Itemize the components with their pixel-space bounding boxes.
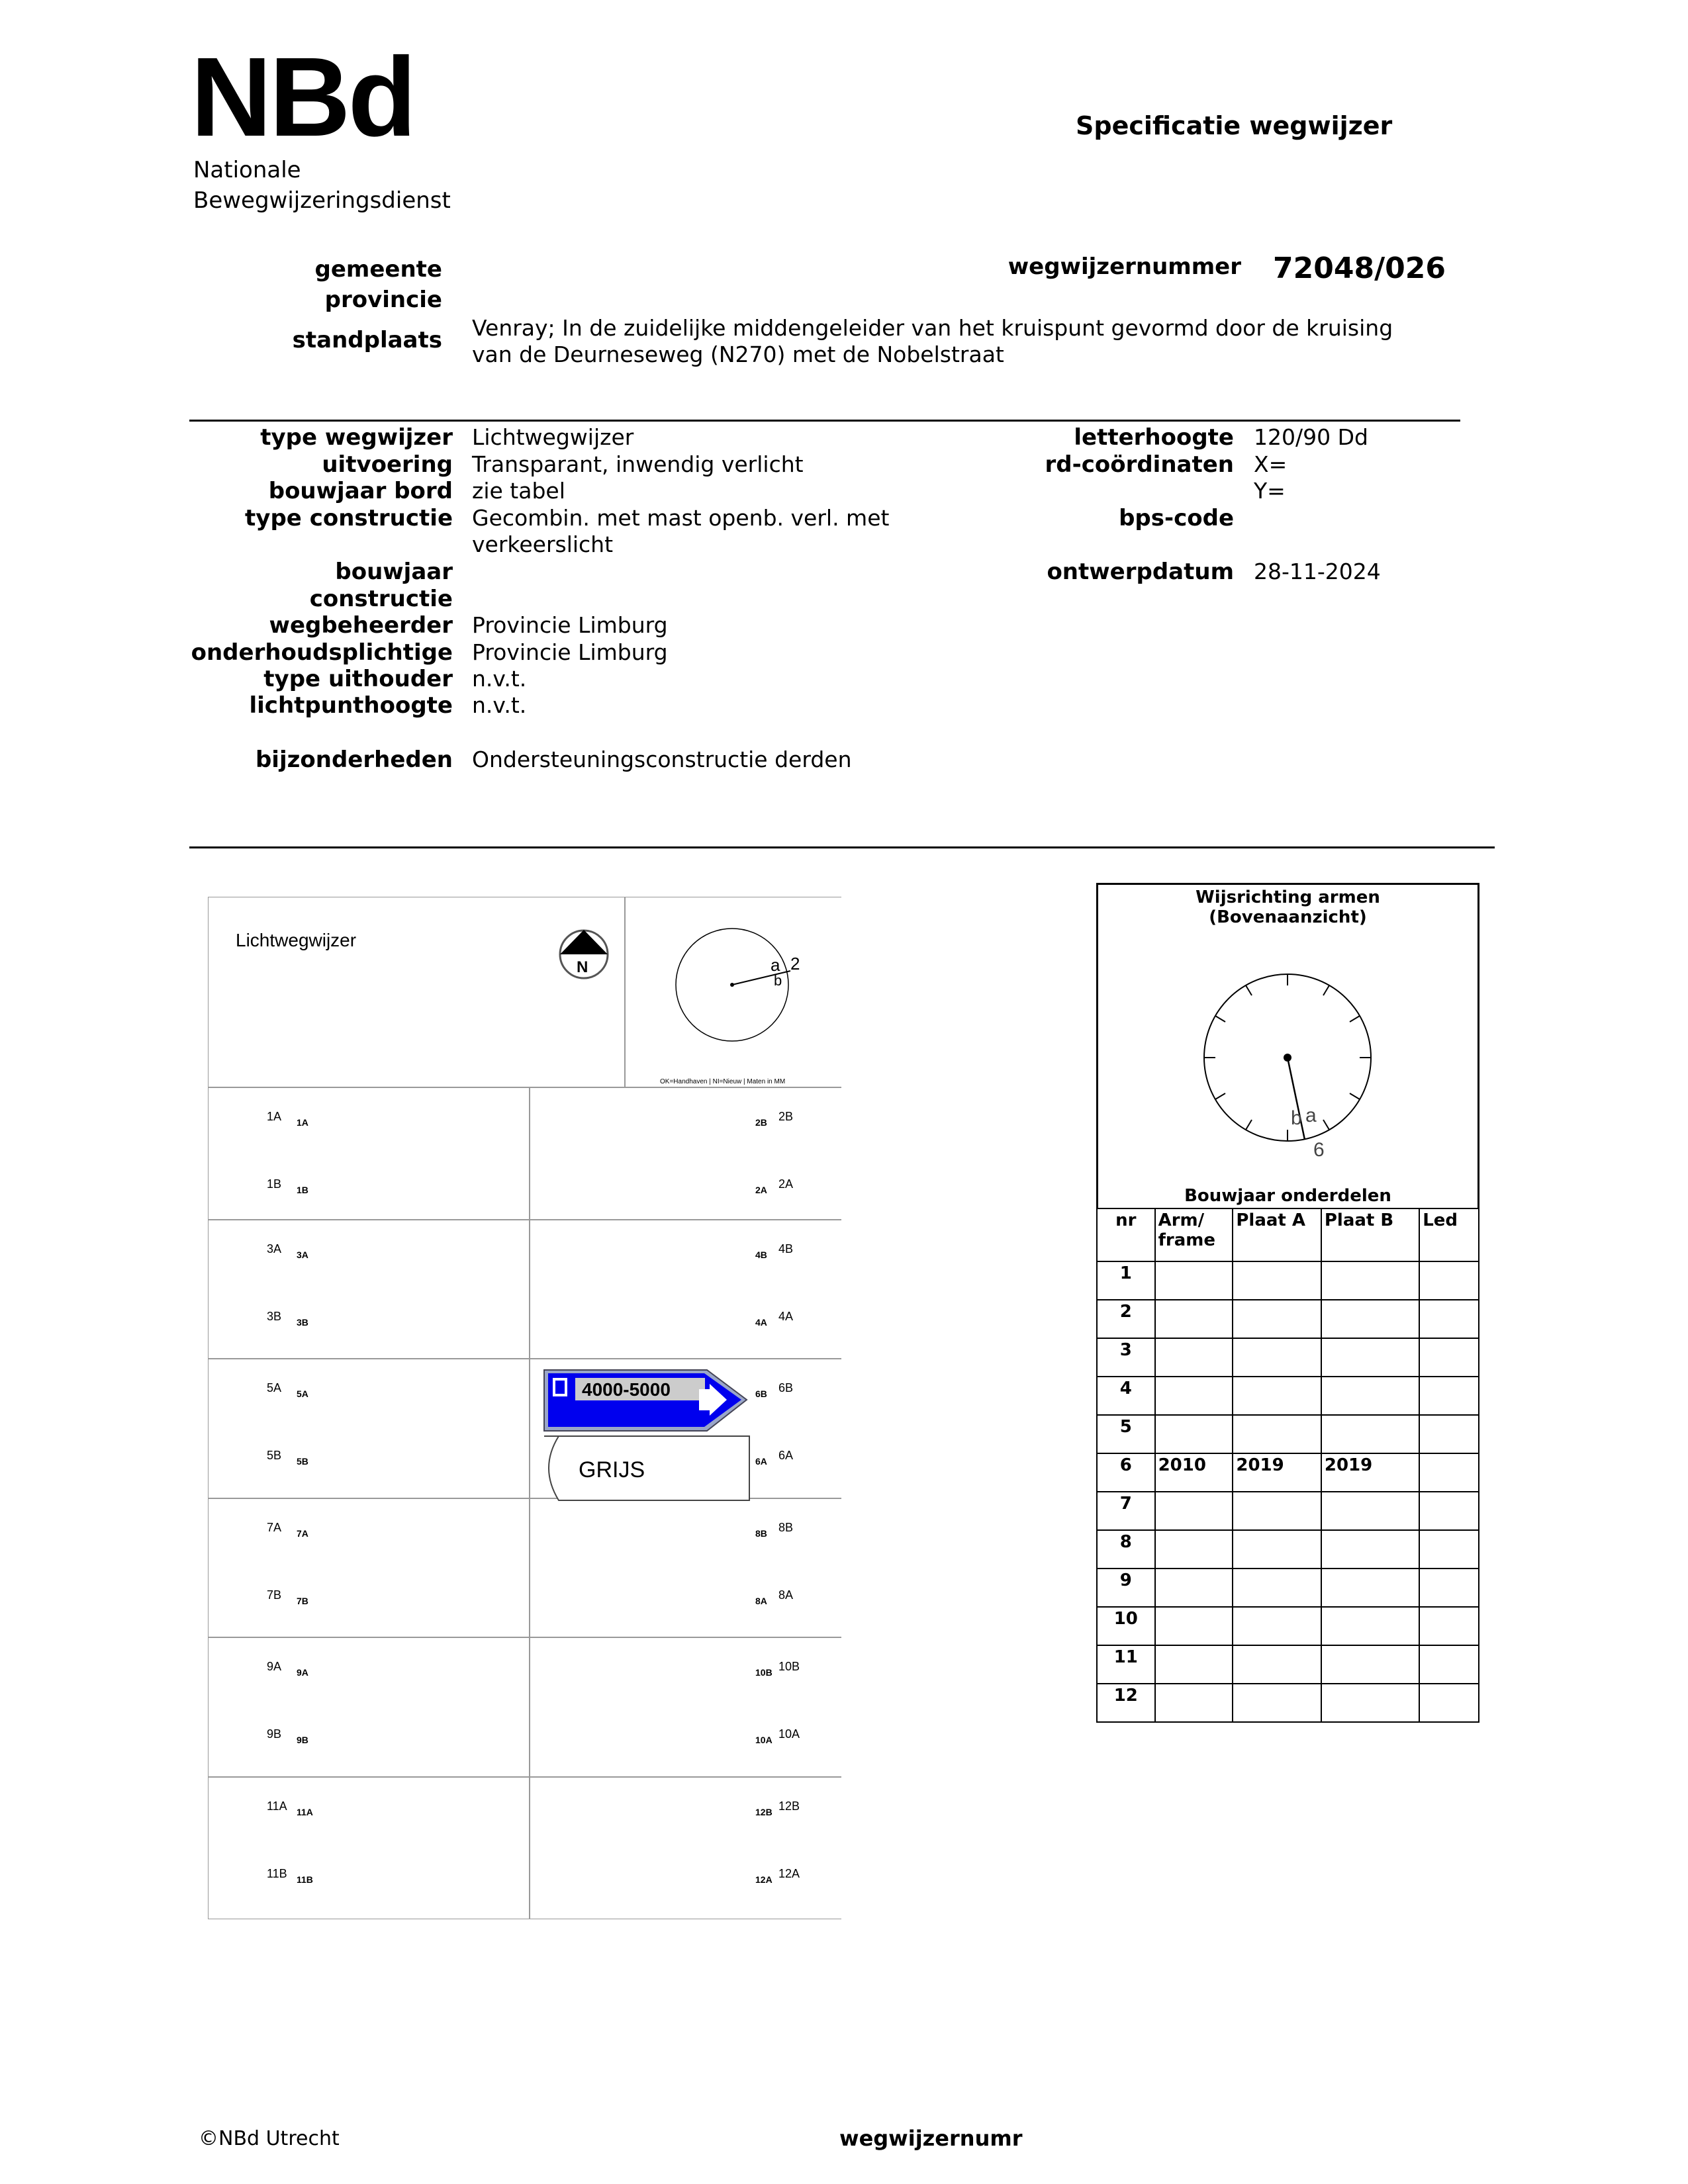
years-cell-led <box>1419 1569 1479 1607</box>
years-row <box>1097 1453 1479 1492</box>
years-cell-arm <box>1155 1607 1233 1645</box>
years-cell-b <box>1321 1684 1419 1722</box>
grey-plate-text: GRIJS <box>579 1457 645 1482</box>
ontwerpdatum-value: 28-11-2024 <box>1254 559 1381 584</box>
years-cell-a <box>1233 1569 1321 1607</box>
bouwjaar-bord-label: bouwjaar bord <box>268 478 453 504</box>
cell-label-right-small: 12A <box>755 1874 773 1885</box>
years-cell-nr: 9 <box>1097 1569 1155 1607</box>
years-cell-b <box>1321 1261 1419 1300</box>
years-cell-nr: 2 <box>1097 1300 1155 1338</box>
direction-dial-icon <box>1098 885 1477 1209</box>
ontwerpdatum-label: ontwerpdatum <box>1047 559 1234 585</box>
years-cell-nr: 10 <box>1097 1607 1155 1645</box>
years-cell-a <box>1233 1530 1321 1569</box>
onderhoudsplichtige-label: onderhoudsplichtige <box>191 639 453 666</box>
cell-label-right-small: 8B <box>755 1528 767 1539</box>
separator-top <box>189 420 1460 422</box>
years-cell-arm <box>1155 1377 1233 1415</box>
rd-x-value: X= <box>1254 451 1288 477</box>
cell-label-left: 1A <box>267 1110 282 1123</box>
years-cell-nr: 7 <box>1097 1492 1155 1530</box>
years-cell-b <box>1321 1338 1419 1377</box>
cell-label-right-small: 8A <box>755 1596 767 1606</box>
years-title: Bouwjaar onderdelen <box>1184 1186 1391 1206</box>
bouwjaar-constructie-label: bouwjaar <box>335 559 453 585</box>
rd-y-value: Y= <box>1254 478 1286 504</box>
cell-label-right-small: 2B <box>755 1117 767 1128</box>
gemeente-label: gemeente <box>314 256 442 283</box>
years-cell-a <box>1233 1377 1321 1415</box>
years-cell-arm <box>1155 1415 1233 1453</box>
years-cell-b <box>1321 1415 1419 1453</box>
years-cell-led <box>1419 1645 1479 1684</box>
bouwjaar-constructie-label-2: constructie <box>309 586 453 612</box>
years-cell-a <box>1233 1261 1321 1300</box>
cell-label-right: 10B <box>778 1660 800 1673</box>
dial-label-a: a <box>1305 1105 1317 1126</box>
years-cell-b <box>1321 1377 1419 1415</box>
col-nr: nr <box>1097 1208 1155 1261</box>
col-arm-line2: frame <box>1158 1230 1215 1250</box>
cell-label-right-small: 12B <box>755 1807 773 1817</box>
wegbeheerder-value: Provincie Limburg <box>472 612 668 638</box>
cell-label-left: 3B <box>267 1310 282 1323</box>
years-cell-b <box>1321 1300 1419 1338</box>
cell-label-right-small: 6A <box>755 1456 767 1467</box>
cell-label-left: 5B <box>267 1449 282 1462</box>
wegwijzernummer-value: 72048/026 <box>1273 251 1446 285</box>
years-row <box>1097 1530 1479 1569</box>
years-cell-led <box>1419 1453 1479 1492</box>
cell-label-left-small: 11B <box>297 1874 313 1885</box>
years-row <box>1097 1684 1479 1722</box>
cell-label-right-small: 10A <box>755 1735 773 1745</box>
type-wegwijzer-value: Lichtwegwijzer <box>472 424 634 450</box>
years-cell-led <box>1419 1492 1479 1530</box>
years-cell-b <box>1321 1645 1419 1684</box>
compass-b-label: b <box>774 972 782 989</box>
wegwijzernummer-label: wegwijzernummer <box>1008 253 1241 280</box>
years-cell-arm <box>1155 1492 1233 1530</box>
years-cell-led <box>1419 1607 1479 1645</box>
col-led: Led <box>1419 1208 1479 1261</box>
col-plaat-b: Plaat B <box>1321 1208 1419 1261</box>
direction-title: Wijsrichting armen <box>1196 887 1380 907</box>
sign-drawing <box>208 897 841 1919</box>
cell-label-right: 4B <box>778 1242 794 1255</box>
drawing-footnote: OK=Handhaven | NI=Nieuw | Maten in MM <box>660 1078 786 1085</box>
years-cell-b: 2019 <box>1321 1453 1419 1492</box>
separator-bottom <box>189 846 1495 848</box>
col-plaat-a: Plaat A <box>1233 1208 1321 1261</box>
years-row <box>1097 1569 1479 1607</box>
cell-label-left-small: 11A <box>297 1807 313 1817</box>
standplaats-line-1: Venray; In de zuidelijke middengeleider van het kruispunt gevormd door de kruising <box>472 315 1393 341</box>
years-cell-a: 2019 <box>1233 1453 1321 1492</box>
logo-line-nationale: Nationale <box>193 157 301 183</box>
years-cell-b <box>1321 1569 1419 1607</box>
years-cell-a <box>1233 1300 1321 1338</box>
years-cell-arm <box>1155 1338 1233 1377</box>
years-cell-a <box>1233 1338 1321 1377</box>
cell-label-right: 12B <box>778 1799 800 1813</box>
years-cell-b <box>1321 1607 1419 1645</box>
years-cell-a <box>1233 1645 1321 1684</box>
years-cell-led <box>1419 1338 1479 1377</box>
cell-label-left: 7B <box>267 1588 282 1602</box>
years-cell-a <box>1233 1607 1321 1645</box>
cell-label-left: 3A <box>267 1242 282 1255</box>
years-cell-led <box>1419 1261 1479 1300</box>
years-cell-arm <box>1155 1645 1233 1684</box>
cell-label-right: 8A <box>778 1588 794 1602</box>
provincie-label: provincie <box>324 287 442 313</box>
years-cell-a <box>1233 1684 1321 1722</box>
cell-label-left: 11B <box>267 1867 287 1880</box>
uitvoering-label: uitvoering <box>322 451 453 478</box>
logo-line-dienst: Bewegwijzeringsdienst <box>193 187 451 214</box>
years-cell-led <box>1419 1530 1479 1569</box>
letterhoogte-value: 120/90 Dd <box>1254 424 1368 450</box>
cell-label-left-small: 9B <box>297 1735 308 1745</box>
years-row <box>1097 1261 1479 1300</box>
cell-label-right-small: 6B <box>755 1388 767 1399</box>
years-cell-arm <box>1155 1261 1233 1300</box>
dial-label-b: b <box>1291 1107 1302 1129</box>
cell-label-left-small: 1A <box>297 1117 308 1128</box>
bouwjaar-bord-value: zie tabel <box>472 478 565 504</box>
cell-label-left-small: 9A <box>297 1667 308 1678</box>
cell-label-right: 6A <box>778 1449 794 1462</box>
years-cell-nr: 12 <box>1097 1684 1155 1722</box>
footer-number: wegwijzernumr <box>839 2126 1023 2151</box>
dial-label-6: 6 <box>1313 1139 1325 1161</box>
type-uithouder-value: n.v.t. <box>472 666 527 692</box>
cell-label-right: 6B <box>778 1381 794 1394</box>
uitvoering-value: Transparant, inwendig verlicht <box>472 451 804 477</box>
years-cell-arm <box>1155 1300 1233 1338</box>
years-row <box>1097 1492 1479 1530</box>
document-title: Specificatie wegwijzer <box>1076 111 1393 140</box>
cell-label-right: 10A <box>778 1727 800 1741</box>
years-cell-a <box>1233 1415 1321 1453</box>
cell-label-left-small: 5A <box>297 1388 308 1399</box>
years-cell-nr: 1 <box>1097 1261 1155 1300</box>
years-cell-led <box>1419 1684 1479 1722</box>
cell-label-left: 7A <box>267 1521 282 1534</box>
cell-label-left-small: 1B <box>297 1185 308 1195</box>
cell-label-right: 2B <box>778 1110 794 1123</box>
type-constructie-label: type constructie <box>245 505 453 531</box>
cell-label-left: 11A <box>267 1799 287 1813</box>
cell-label-right: 2A <box>778 1177 794 1191</box>
cell-label-right-small: 2A <box>755 1185 767 1195</box>
type-wegwijzer-label: type wegwijzer <box>260 424 453 451</box>
cell-label-right-small: 10B <box>755 1667 773 1678</box>
north-label: N <box>577 958 588 976</box>
cell-label-left: 9B <box>267 1727 282 1741</box>
type-constructie-value: Gecombin. met mast openb. verl. met <box>472 505 890 531</box>
years-cell-arm: 2010 <box>1155 1453 1233 1492</box>
col-arm-line1: Arm/ <box>1158 1210 1205 1230</box>
direction-panel <box>1096 883 1479 1209</box>
cell-label-right: 12A <box>778 1867 800 1880</box>
letterhoogte-label: letterhoogte <box>1074 424 1234 451</box>
cell-label-right-small: 4A <box>755 1317 767 1328</box>
cell-label-left: 1B <box>267 1177 282 1191</box>
years-cell-arm <box>1155 1684 1233 1722</box>
years-cell-nr: 4 <box>1097 1377 1155 1415</box>
bps-code-label: bps-code <box>1119 505 1234 531</box>
sign-plate-6a <box>544 1436 749 1500</box>
years-cell-b <box>1321 1530 1419 1569</box>
years-row <box>1097 1415 1479 1453</box>
years-cell-led <box>1419 1377 1479 1415</box>
years-cell-nr: 6 <box>1097 1453 1155 1492</box>
wegbeheerder-label: wegbeheerder <box>269 612 453 639</box>
direction-subtitle: (Bovenaanzicht) <box>1209 907 1367 927</box>
years-row <box>1097 1645 1479 1684</box>
cell-label-left-small: 3A <box>297 1250 308 1260</box>
drawing-title: Lichtwegwijzer <box>236 930 357 950</box>
compass-a-label: a <box>771 955 780 975</box>
type-uithouder-label: type uithouder <box>263 666 453 692</box>
cell-label-right-small: 4B <box>755 1250 767 1260</box>
lichtpunthoogte-label: lichtpunthoogte <box>249 692 453 719</box>
years-cell-a <box>1233 1492 1321 1530</box>
nbd-logo: NBd <box>191 34 414 160</box>
standplaats-label: standplaats <box>292 327 442 353</box>
years-table-header <box>1097 1208 1479 1261</box>
years-table <box>1096 1208 1479 1723</box>
years-cell-led <box>1419 1415 1479 1453</box>
cell-label-left-small: 7B <box>297 1596 308 1606</box>
cell-label-left-small: 3B <box>297 1317 308 1328</box>
onderhoudsplichtige-value: Provincie Limburg <box>472 639 668 665</box>
rd-coordinaten-label: rd-coördinaten <box>1045 451 1234 478</box>
years-cell-arm <box>1155 1530 1233 1569</box>
years-cell-led <box>1419 1300 1479 1338</box>
cell-label-left: 9A <box>267 1660 282 1673</box>
years-row <box>1097 1607 1479 1645</box>
years-cell-arm <box>1155 1569 1233 1607</box>
standplaats-line-2: van de Deurneseweg (N270) met de Nobelstraat <box>472 341 1004 367</box>
years-cell-nr: 3 <box>1097 1338 1155 1377</box>
cell-label-right: 8B <box>778 1521 794 1534</box>
years-row <box>1097 1338 1479 1377</box>
cell-label-left-small: 7A <box>297 1528 308 1539</box>
bijzonderheden-label: bijzonderheden <box>255 747 453 773</box>
cell-label-left-small: 5B <box>297 1456 308 1467</box>
years-cell-nr: 5 <box>1097 1415 1155 1453</box>
cell-label-right: 4A <box>778 1310 794 1323</box>
compass-2-label: 2 <box>790 954 800 974</box>
sign-text: 4000-5000 <box>582 1379 671 1400</box>
years-row <box>1097 1377 1479 1415</box>
years-cell-b <box>1321 1492 1419 1530</box>
lichtpunthoogte-value: n.v.t. <box>472 692 527 718</box>
footer-copyright: ©NBd Utrecht <box>199 2127 340 2150</box>
cell-label-left: 5A <box>267 1381 282 1394</box>
years-cell-nr: 11 <box>1097 1645 1155 1684</box>
years-row <box>1097 1300 1479 1338</box>
bijzonderheden-value: Ondersteuningsconstructie derden <box>472 747 852 772</box>
years-cell-nr: 8 <box>1097 1530 1155 1569</box>
col-arm <box>1155 1208 1233 1261</box>
type-constructie-value-2: verkeerslicht <box>472 531 614 557</box>
